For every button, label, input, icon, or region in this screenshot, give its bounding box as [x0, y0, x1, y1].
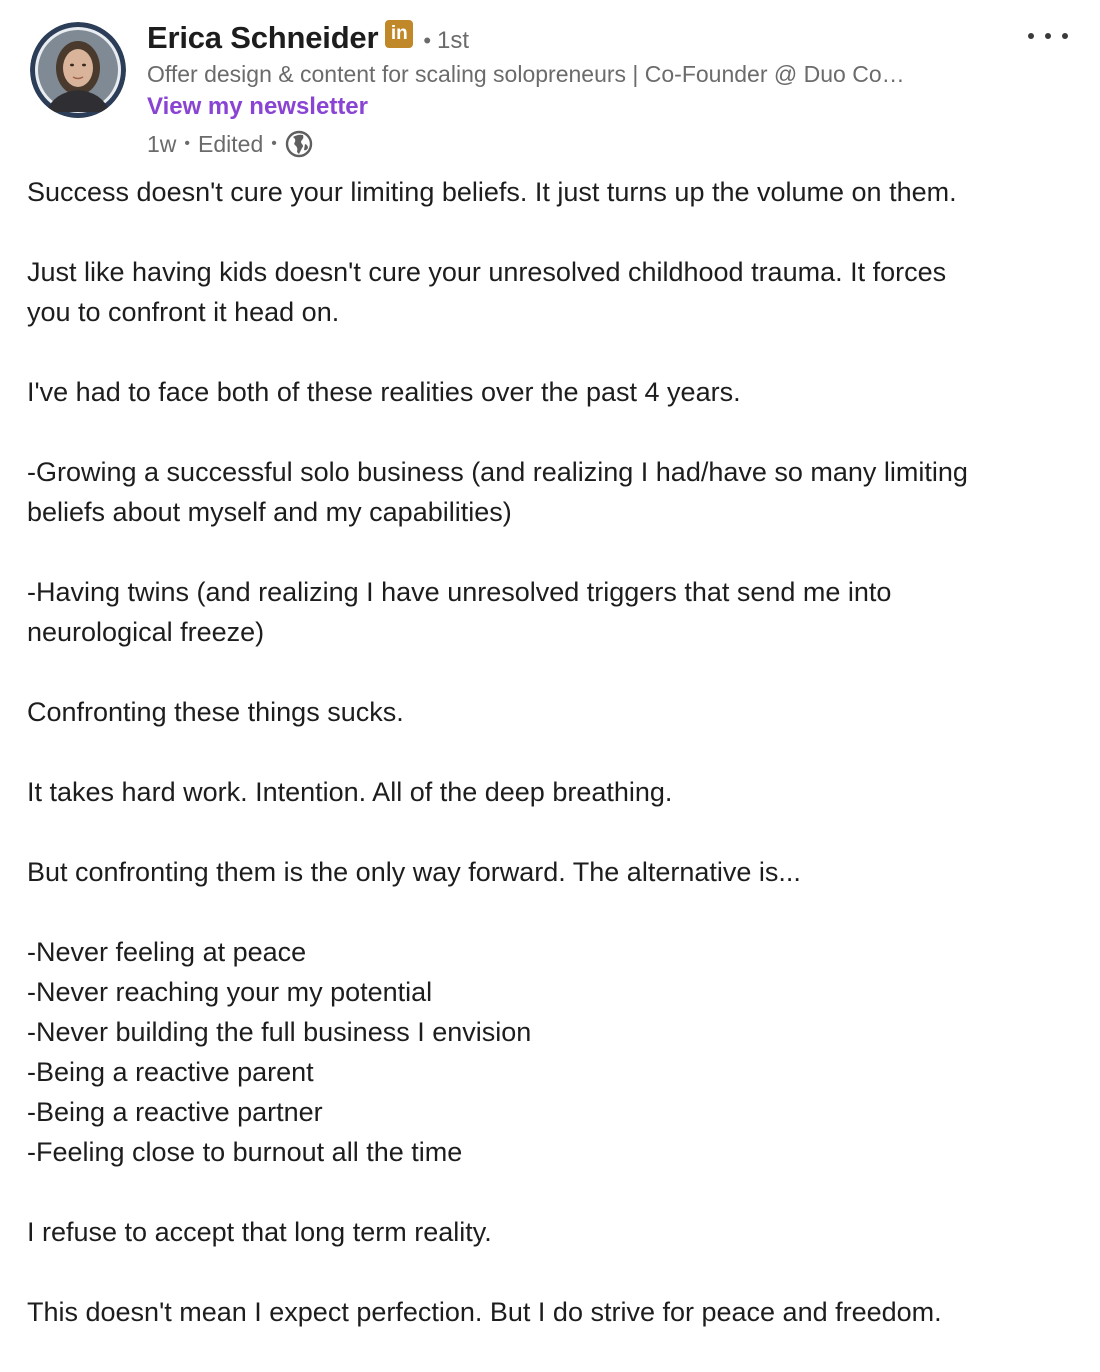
- post-line: [27, 332, 1067, 372]
- post-line: -Being a reactive parent: [27, 1057, 314, 1087]
- post-line: I refuse to accept that long term reality.: [27, 1217, 492, 1247]
- separator-dot: •: [423, 28, 432, 53]
- post-line: [27, 812, 1067, 852]
- post-line: Just like having kids doesn't cure your unresolved childhood trauma. It forces: [27, 257, 947, 287]
- more-options-button[interactable]: [1028, 24, 1068, 48]
- connection-degree: 1st: [437, 27, 470, 54]
- post-line: [27, 652, 1067, 692]
- post-line: [27, 1172, 1067, 1212]
- author-name-row: [147, 18, 1007, 58]
- post-line: But confronting them is the only way forward. The alternative is...: [27, 857, 801, 887]
- post-line: I've had to face both of these realities over the past 4 years.: [27, 377, 741, 407]
- post-line: [27, 1252, 1067, 1292]
- post-body: [27, 172, 1067, 1332]
- post-line: you to confront it head on.: [27, 297, 340, 327]
- post-timestamp: 1w: [147, 130, 177, 157]
- post-line: [27, 212, 1067, 252]
- post-line: -Never feeling at peace: [27, 937, 307, 967]
- linkedin-premium-icon: in: [385, 20, 413, 48]
- post-meta: [147, 126, 1007, 162]
- post-line: -Growing a successful solo business (and realizing I had/have so many limiting: [27, 457, 968, 487]
- more-dot-icon: [1062, 33, 1068, 39]
- avatar[interactable]: [30, 22, 126, 118]
- post-line: -Being a reactive partner: [27, 1097, 323, 1127]
- post-line: -Feeling close to burnout all the time: [27, 1137, 463, 1167]
- post-line: [27, 892, 1067, 932]
- author-headline: Offer design & content for scaling solopreneurs | Co-Founder @ Duo Co…: [147, 61, 905, 87]
- post-line: [27, 412, 1067, 452]
- author-block: [147, 18, 1007, 162]
- post-line: [27, 732, 1067, 772]
- post-line: beliefs about myself and my capabilities): [27, 497, 512, 527]
- post-line: -Having twins (and realizing I have unresolved triggers that send me into: [27, 577, 892, 607]
- separator-dot: •: [184, 135, 191, 152]
- post-line: [27, 532, 1067, 572]
- post-line: Success doesn't cure your limiting beliefs. It just turns up the volume on them.: [27, 177, 957, 207]
- more-dot-icon: [1045, 33, 1051, 39]
- edited-label: Edited: [198, 130, 264, 157]
- separator-dot: •: [271, 135, 277, 152]
- post-line: It takes hard work. Intention. All of the deep breathing.: [27, 777, 673, 807]
- post-line: neurological freeze): [27, 617, 265, 647]
- globe-icon: [285, 130, 313, 158]
- post-line: Confronting these things sucks.: [27, 697, 404, 727]
- more-dot-icon: [1028, 33, 1034, 39]
- post-line: -Never reaching your my potential: [27, 977, 433, 1007]
- post-line: -Never building the full business I envision: [27, 1017, 532, 1047]
- author-name[interactable]: Erica Schneider: [147, 20, 379, 55]
- post-line: This doesn't mean I expect perfection. But I do strive for peace and freedom.: [27, 1297, 942, 1327]
- view-newsletter-link[interactable]: View my newsletter: [147, 93, 368, 120]
